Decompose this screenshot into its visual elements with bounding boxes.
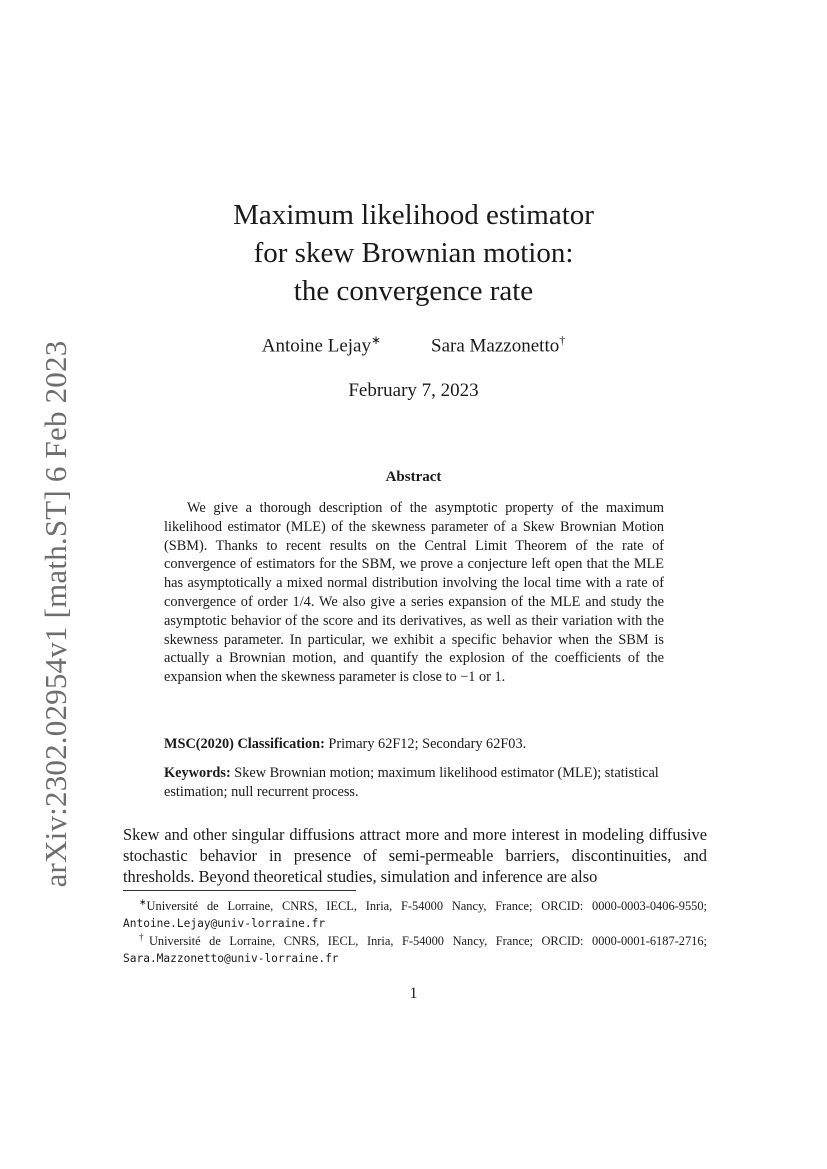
footnote-text: Université de Lorraine, CNRS, IECL, Inria, F-54000 Nancy, France; ORCID: 0000-0003-0406-9550;	[146, 899, 707, 914]
paper-date: February 7, 2023	[348, 380, 479, 401]
keywords-label: Keywords:	[164, 765, 231, 781]
keywords	[164, 764, 664, 802]
msc-value: Primary 62F12; Secondary 62F03.	[328, 736, 527, 752]
title-line: Maximum likelihood estimator	[233, 199, 594, 231]
intro-paragraph: Skew and other singular diffusions attract more and more interest in modeling diffusive stochastic behavior in presence of semi-permeable barriers, discontinuities, and thresholds. Beyond theoretical studies, simulation and inference are also	[123, 825, 707, 886]
author	[262, 333, 381, 357]
abstract-text: We give a thorough description of the asymptotic property of the maximum likelihood estimator (MLE) of the skewness parameter of a Skew Brownian Motion (SBM). Thanks to recent results on the Central Limit Theorem of the rate of convergence of estimators for the SBM, we prove a conjecture left open that the MLE has asymptotically a mixed normal distribution involving the local time with a rate of convergence of order 1/4. We also give a series expansion of the MLE and study the asymptotic behavior of the score and its derivatives, as well as their variation with the skewness parameter. In particular, we exhibit a specific behavior when the SBM is actually a Brownian motion, and quantify the explosion of the coefficients of the expansion when the skewness parameter is close to −1 or 1.	[164, 500, 664, 686]
author-list	[120, 333, 707, 357]
footnote	[123, 894, 707, 932]
footnote-rule	[123, 890, 356, 891]
author-email-link[interactable]: Sara.Mazzonetto@univ-lorraine.fr	[123, 952, 339, 966]
author-name: Sara Mazzonetto	[431, 335, 560, 357]
footnote-text: Université de Lorraine, CNRS, IECL, Inria, F-54000 Nancy, France; ORCID: 0000-0001-6187-2716;	[148, 934, 707, 949]
keywords-value: Skew Brownian motion; maximum likelihood estimator (MLE); statistical estimation; null recurrent process.	[164, 765, 659, 800]
footnote	[123, 929, 707, 967]
author-footnote-mark: †	[559, 333, 566, 347]
author-email-link[interactable]: Antoine.Lejay@univ-lorraine.fr	[123, 917, 326, 931]
msc-classification	[164, 735, 664, 754]
msc-label: MSC(2020) Classification:	[164, 736, 325, 752]
footnote-mark: ∗	[139, 897, 147, 907]
title-line: the convergence rate	[293, 275, 534, 307]
title-line: for skew Brownian motion:	[253, 237, 574, 269]
author-footnote-mark: ∗	[370, 333, 382, 347]
arxiv-side-stamp: arXiv:2302.02954v1 [math.ST] 6 Feb 2023	[38, 340, 73, 888]
paper-title	[120, 196, 707, 310]
footnote-mark: †	[139, 932, 149, 942]
page-number: 1	[409, 985, 418, 1002]
abstract-heading: Abstract	[385, 469, 442, 485]
author	[431, 333, 565, 357]
author-name: Antoine Lejay	[261, 335, 371, 357]
